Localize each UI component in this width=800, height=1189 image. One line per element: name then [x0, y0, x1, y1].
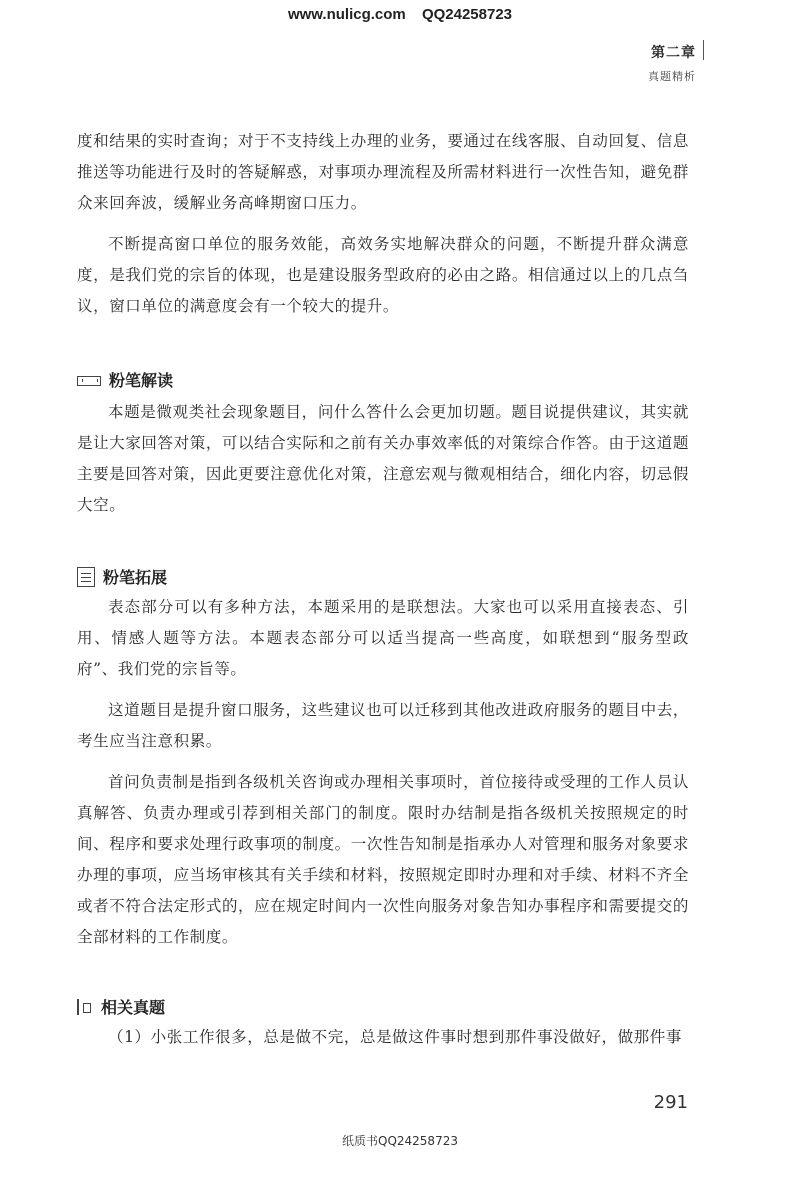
interpretation-heading	[77, 368, 689, 391]
watermark-url: www.nulicg.com	[287, 6, 406, 23]
related-icon	[77, 999, 93, 1015]
interpretation-paragraph: 本题是微观类社会现象题目，问什么答什么会更加切题。题目说提供建议，其实就是让大家回答对策，可以结合实际和之前有关办事效率低的对策综合作答。由于这道题主要是回答对策，因此更要注意优化对策，注意宏观与微观相结合，细化内容，切忌假大空。	[77, 403, 689, 514]
footer-note: 纸质书QQ24258723	[342, 1134, 458, 1148]
extension-paragraph: 表态部分可以有多种方法，本题采用的是联想法。大家也可以采用直接表态、引用、情感人题等方法。本题表态部分可以适当提高一些高度，如联想到“服务型政府”、我们党的宗旨等。	[77, 598, 689, 678]
page-number: 291	[653, 1092, 688, 1113]
extension-paragraph: 首问负责制是指到各级机关咨询或办理相关事项时，首位接待或受理的工作人员认真解答、负责办理或引荐到相关部门的制度。限时办结制是指各级机关按照规定的时间、程序和要求处理行政事项的制度。一次性告知制是指承办人对管理和服务对象要求办理的事项，应当场审核其有关手续和材料，按照规定即时办理和对手续、材料不齐全或者不符合法定形式的，应在规定时间内一次性向服务对象告知办事程序和需要提交的全部材料的工作制度。	[77, 773, 689, 946]
chapter-title: 第二章	[651, 45, 696, 61]
related-title: 相关真题	[101, 998, 166, 1017]
interpretation-title: 粉笔解读	[109, 371, 174, 390]
watermark-header	[0, 6, 800, 23]
extension-paragraph: 这道题目是提升窗口服务，这些建议也可以迁移到其他改进政府服务的题目中去，考生应当注意积累。	[77, 701, 689, 750]
extension-icon	[77, 567, 95, 587]
related-heading	[77, 995, 689, 1018]
interpretation-icon	[77, 376, 101, 386]
extension-title: 粉笔拓展	[103, 568, 168, 587]
watermark-qq: QQ24258723	[421, 6, 513, 23]
section-title: 真题精析	[648, 70, 696, 83]
body-paragraph: 度和结果的实时查询；对于不支持线上办理的业务，要通过在线客服、自动回复、信息推送等功能进行及时的答疑解惑，对事项办理流程及所需材料进行一次性告知，避免群众来回奔波，缓解业务高峰期窗口压力。	[77, 132, 689, 212]
running-head	[648, 42, 696, 84]
extension-heading	[77, 565, 689, 588]
page-body	[77, 126, 689, 1053]
body-paragraph: 不断提高窗口单位的服务效能，高效务实地解决群众的问题，不断提升群众满意度，是我们党的宗旨的体现，也是建设服务型政府的必由之路。相信通过以上的几点刍议，窗口单位的满意度会有一个较大的提升。	[77, 235, 689, 315]
running-head-rule	[703, 40, 704, 60]
related-question: （1）小张工作很多，总是做不完，总是做这件事时想到那件事没做好，做那件事	[108, 1028, 682, 1046]
